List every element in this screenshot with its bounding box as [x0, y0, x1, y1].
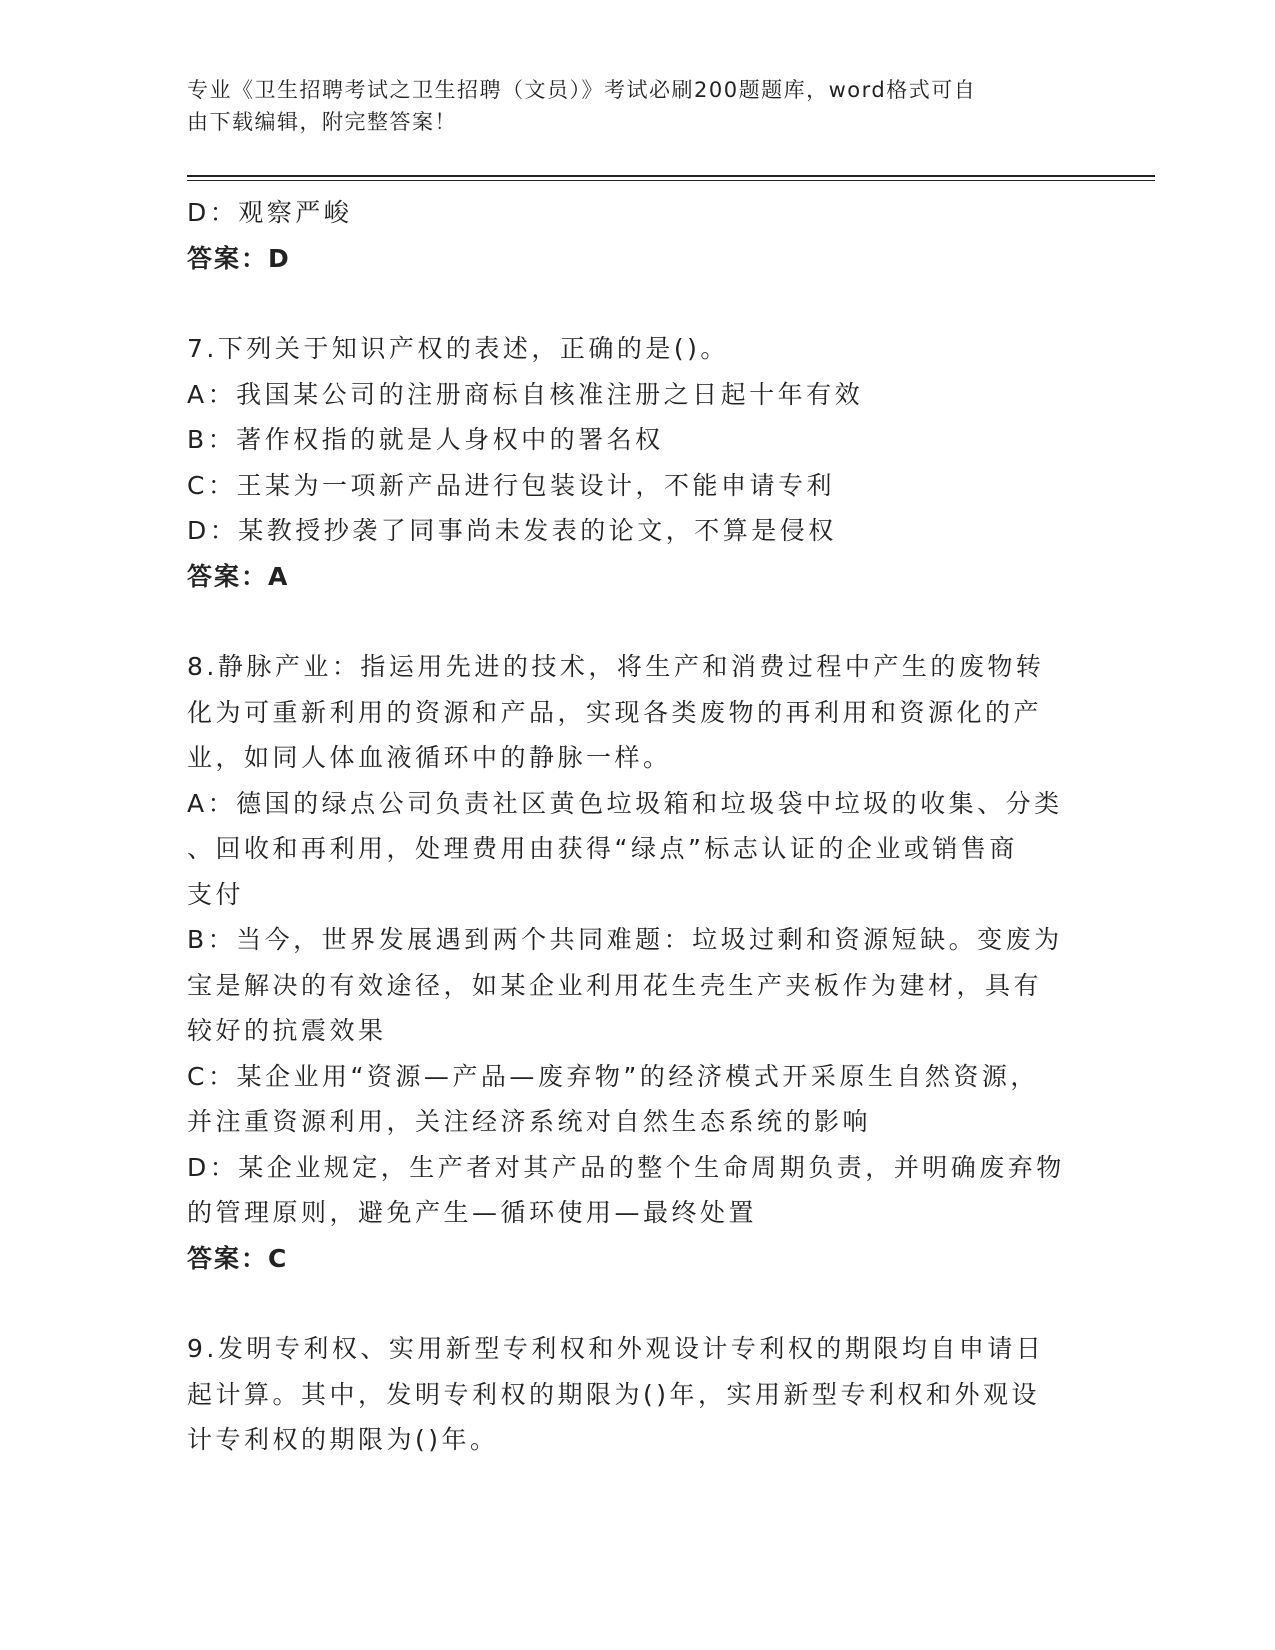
question-stem-line-1: 8.静脉产业：指运用先进的技术，将生产和消费过程中产生的废物转	[187, 652, 1045, 681]
option-d: D：观察严峻	[187, 198, 353, 227]
spacer	[187, 599, 1077, 644]
answer: 答案：C	[187, 1243, 289, 1273]
option-b-line-2: 宝是解决的有效途径，如某企业利用花生壳生产夹板作为建材，具有	[187, 970, 1043, 1000]
option-a-line-3: 支付	[187, 879, 245, 909]
spacer	[187, 281, 1077, 326]
answer: 答案：A	[187, 561, 290, 591]
option-d: D：某教授抄袭了同事尚未发表的论文，不算是侵权	[187, 516, 837, 545]
option-b-line-1: B：当今，世界发展遇到两个共同难题：垃圾过剩和资源短缺。变废为	[187, 925, 1063, 954]
question-9	[187, 1326, 1077, 1463]
answer: 答案：D	[187, 243, 291, 273]
question-stem-line-2: 化为可重新利用的资源和产品，实现各类废物的再利用和资源化的产	[187, 697, 1043, 727]
option-b-line-3: 较好的抗震效果	[187, 1016, 387, 1045]
question-content	[187, 190, 1077, 1463]
header-rule-thin	[187, 180, 1155, 181]
option-c-line-1: C：某企业用“资源—产品—废弃物”的经济模式开采原生自然资源，	[187, 1061, 1039, 1091]
spacer	[187, 1281, 1077, 1326]
question-stem-line-3: 业，如同人体血液循环中的静脉一样。	[187, 743, 672, 772]
question-8	[187, 644, 1077, 1281]
question-stem: 7.下列关于知识产权的表述，正确的是()。	[187, 334, 729, 363]
question-stem-line-1: 9.发明专利权、实用新型专利权和外观设计专利权的期限均自申请日	[187, 1334, 1045, 1363]
option-d-line-2: 的管理原则，避免产生—循环使用—最终处置	[187, 1198, 758, 1227]
page-header	[187, 74, 1067, 138]
question-7	[187, 326, 1077, 599]
question-6-tail	[187, 190, 1077, 281]
option-b: B：著作权指的就是人身权中的署名权	[187, 425, 664, 454]
header-line-2: 由下载编辑，附完整答案！	[187, 110, 457, 134]
option-c-line-2: 并注重资源利用，关注经济系统对自然生态系统的影响	[187, 1107, 872, 1136]
option-a: A：我国某公司的注册商标自核准注册之日起十年有效	[187, 379, 864, 409]
question-stem-line-3: 计专利权的期限为()年。	[187, 1425, 499, 1454]
option-a-line-2: 、回收和再利用，处理费用由获得“绿点”标志认证的企业或销售商	[187, 834, 1018, 863]
header-line-1: 专业《卫生招聘考试之卫生招聘（文员）》考试必刷200题题库，word格式可自	[187, 78, 977, 102]
option-d-line-1: D：某企业规定，生产者对其产品的整个生命周期负责，并明确废弃物	[187, 1152, 1065, 1182]
option-a-line-1: A：德国的绿点公司负责社区黄色垃圾箱和垃圾袋中垃圾的收集、分类	[187, 788, 1063, 818]
question-stem-line-2: 起计算。其中，发明专利权的期限为()年，实用新型专利权和外观设	[187, 1379, 1041, 1409]
header-rule-thick	[187, 175, 1155, 177]
option-c: C：王某为一项新产品进行包装设计，不能申请专利	[187, 470, 835, 500]
